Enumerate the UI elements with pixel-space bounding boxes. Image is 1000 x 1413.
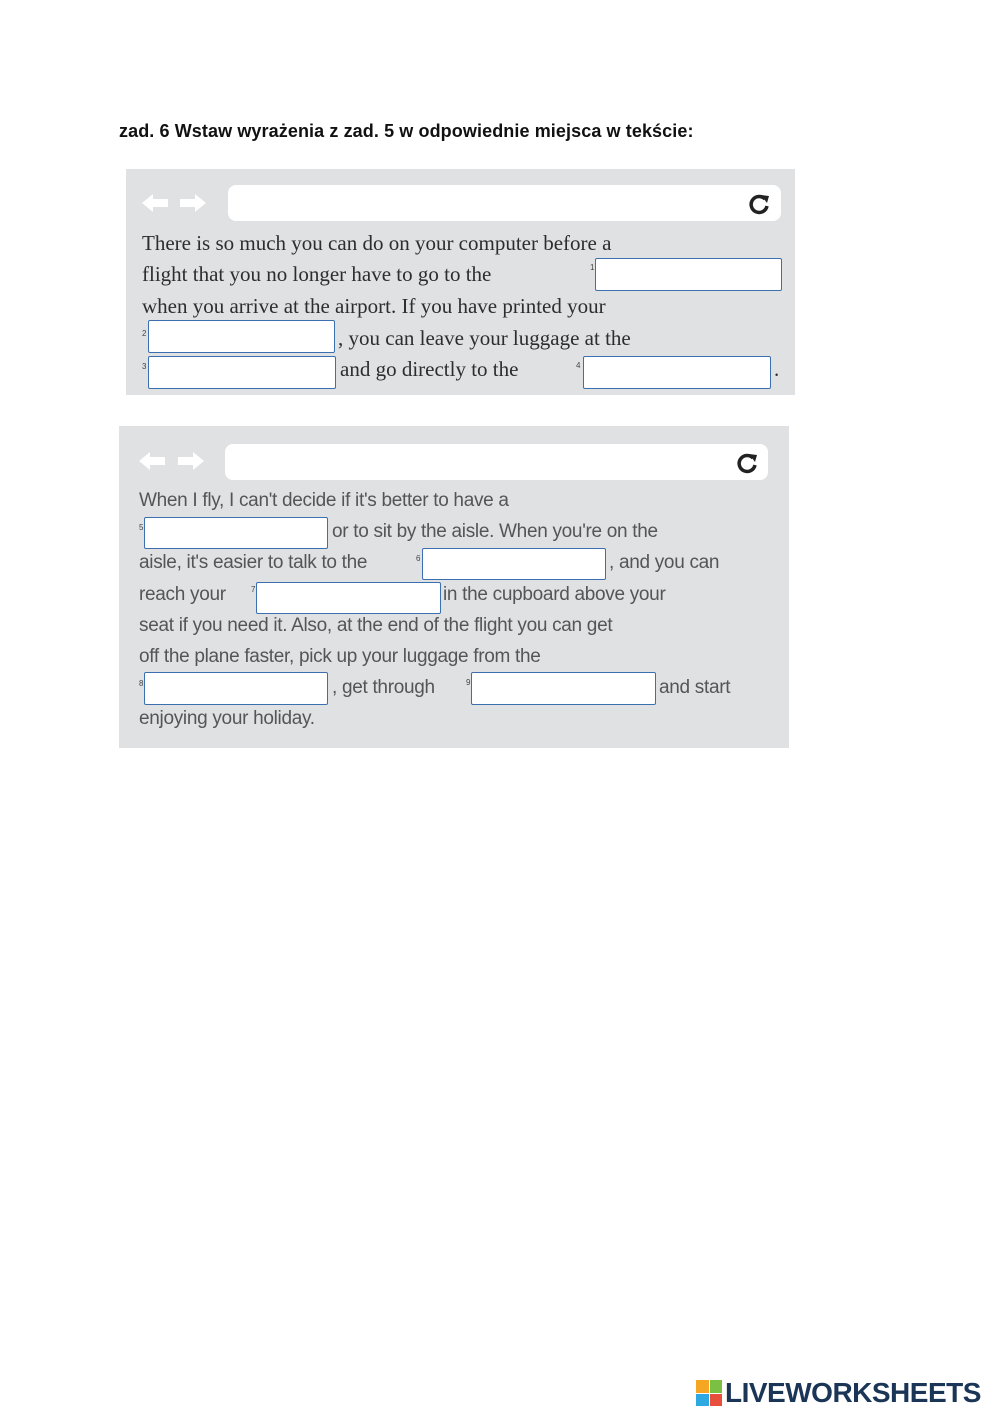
answer-field-5[interactable] <box>144 517 328 549</box>
text-line: reach your <box>139 584 226 605</box>
text-line: , and you can <box>609 552 720 573</box>
text-line: or to sit by the aisle. When you're on the <box>332 521 658 542</box>
text-line: , get through <box>332 677 435 698</box>
text-line: , you can leave your luggage at the <box>338 326 631 350</box>
text-line: and start <box>659 677 731 698</box>
gap-number: 8 <box>139 679 144 688</box>
exercise-heading: zad. 6 Wstaw wyrażenia z zad. 5 w odpowiednie miejsca w tekście: <box>119 121 694 141</box>
gap-number: 6 <box>416 554 421 563</box>
answer-field-3[interactable] <box>148 356 336 389</box>
browser-panel-2 <box>119 426 789 748</box>
text-line: flight that you no longer have to go to the <box>142 262 492 286</box>
text-line: aisle, it's easier to talk to the <box>139 552 368 573</box>
text-line: enjoying your holiday. <box>139 708 315 729</box>
address-bar <box>228 185 781 221</box>
gap-number: 7 <box>251 585 256 594</box>
answer-field-7[interactable] <box>256 582 441 614</box>
liveworksheets-logo <box>696 1376 981 1410</box>
forward-arrow-icon <box>176 449 206 473</box>
forward-arrow-icon <box>178 191 208 215</box>
text-line: off the plane faster, pick up your luggage from the <box>139 646 541 667</box>
gap-number: 4 <box>576 361 581 370</box>
answer-field-6[interactable] <box>422 548 606 580</box>
gap-number: 2 <box>142 329 147 338</box>
back-arrow-icon <box>140 191 170 215</box>
refresh-icon <box>748 193 770 215</box>
back-arrow-icon <box>137 449 167 473</box>
answer-field-9[interactable] <box>471 672 656 705</box>
browser-panel-1 <box>126 169 795 395</box>
text-line: and go directly to the <box>340 357 519 381</box>
gap-number: 5 <box>139 523 144 532</box>
text-line: When I fly, I can't decide if it's better to have a <box>139 490 509 511</box>
text-line: . <box>774 357 780 381</box>
text-line: when you arrive at the airport. If you have printed your <box>142 294 606 318</box>
logo-blocks-icon <box>696 1380 722 1406</box>
answer-field-4[interactable] <box>583 356 771 389</box>
answer-field-2[interactable] <box>148 320 335 353</box>
text-line: in the cupboard above your <box>443 584 666 605</box>
text-line: seat if you need it. Also, at the end of the flight you can get <box>139 615 613 636</box>
text-line: There is so much you can do on your computer before a <box>142 231 612 255</box>
gap-number: 3 <box>142 362 147 371</box>
gap-number: 9 <box>466 678 471 687</box>
logo-text: LIVEWORKSHEETS <box>725 1377 981 1408</box>
gap-number: 1 <box>590 263 595 272</box>
refresh-icon <box>736 452 758 474</box>
address-bar <box>225 444 768 480</box>
answer-field-8[interactable] <box>144 672 328 705</box>
answer-field-1[interactable] <box>595 258 782 291</box>
